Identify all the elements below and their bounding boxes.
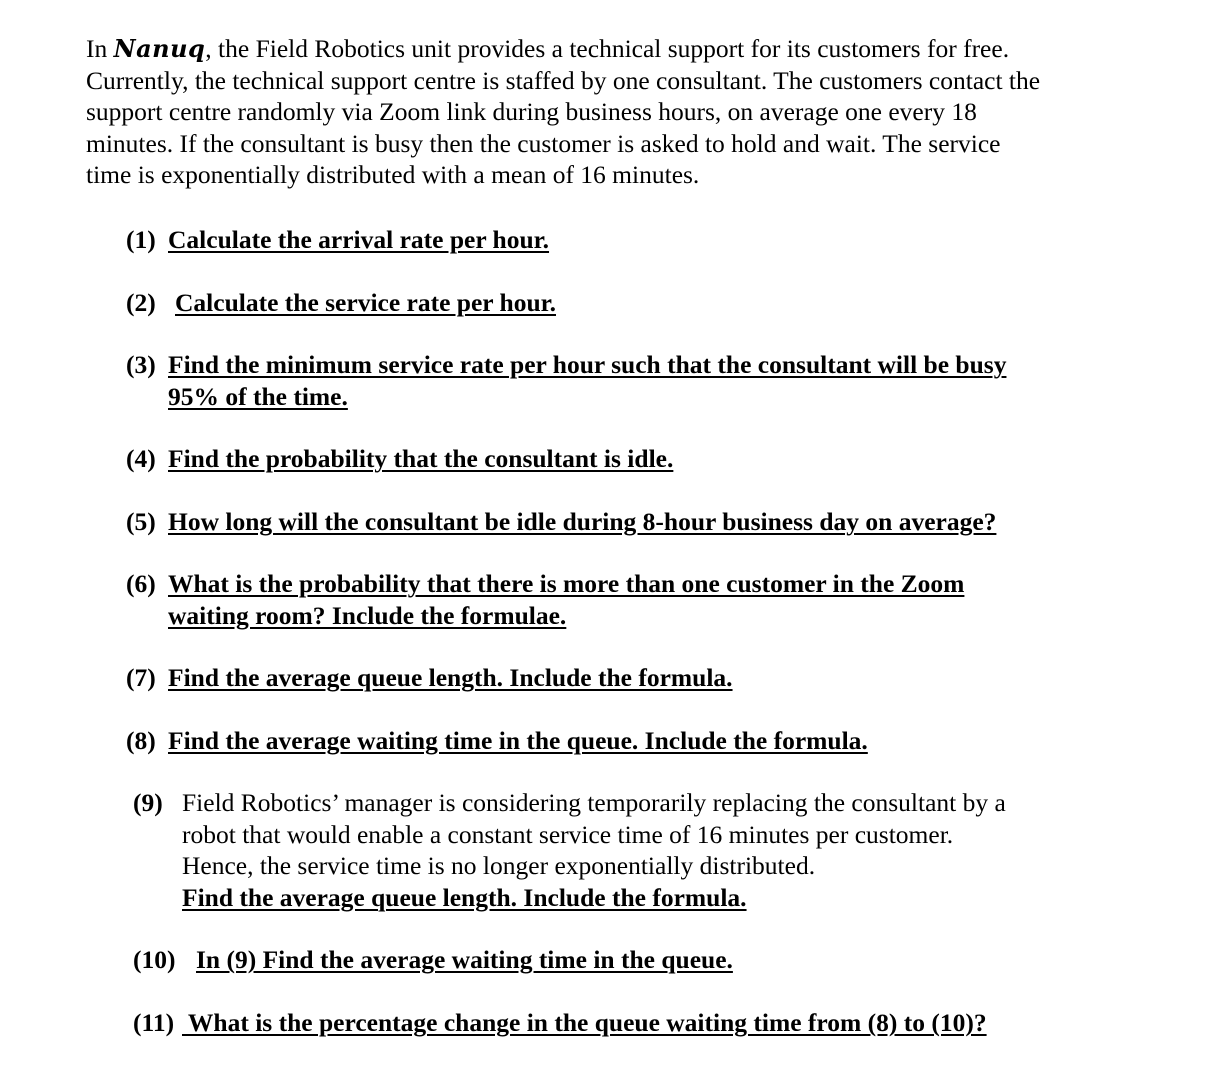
intro-line-5: time is exponentially distributed with a mean of 16 minutes. [86, 160, 700, 189]
question-number: (1) [126, 225, 156, 254]
question-number: (6) [126, 569, 156, 598]
question-text [168, 443, 673, 475]
question-number: (7) [126, 663, 156, 692]
question-text [168, 568, 964, 631]
question-line: Find the average queue length. Include the formula. [182, 882, 747, 912]
question-text [168, 662, 733, 694]
question-context-line: robot that would enable a constant service time of 16 minutes per customer. [182, 819, 954, 849]
question-line: 95% of the time. [168, 381, 348, 411]
question-number: (3) [126, 350, 156, 379]
intro-prefix: In [86, 34, 114, 63]
question-number: (8) [126, 726, 156, 755]
question-line: In (9) Find the average waiting time in the queue. [196, 945, 733, 974]
problem-intro [86, 33, 1146, 191]
question-text [168, 224, 549, 256]
question-number: (10) [133, 945, 176, 974]
question-number: (4) [126, 444, 156, 473]
question-line: Calculate the arrival rate per hour. [168, 225, 550, 254]
question-line: What is the probability that there is more than one customer in the Zoom [168, 569, 965, 598]
intro-line-3: support centre randomly via Zoom link during business hours, on average one every 18 [86, 97, 977, 126]
question-line: Find the minimum service rate per hour such that the consultant will be busy [168, 350, 1007, 379]
brand-name: Nanuq [113, 34, 206, 63]
question-line: Find the average queue length. Include the formula. [168, 663, 733, 692]
intro-line-2: Currently, the technical support centre is staffed by one consultant. The customers contact the [86, 65, 1041, 95]
question-text [168, 506, 996, 538]
question-number: (11) [133, 1008, 175, 1037]
question-context-line: Field Robotics’ manager is considering temporarily replacing the consultant by a [182, 788, 1006, 817]
intro-line-4: minutes. If the consultant is busy then the customer is asked to hold and wait. The service [86, 128, 1001, 158]
question-text [168, 725, 868, 757]
question-text [182, 787, 1006, 913]
question-line: Find the average waiting time in the queue. Include the formula. [168, 726, 868, 755]
question-text [196, 944, 733, 976]
question-text [175, 287, 556, 319]
question-line: Find the probability that the consultant is idle. [168, 444, 674, 473]
question-text [168, 349, 1006, 412]
question-number: (5) [126, 507, 156, 536]
question-text [182, 1007, 987, 1039]
intro-line-1 [86, 33, 1146, 65]
question-line: What is the percentage change in the queue waiting time from (8) to (10)? [182, 1008, 987, 1037]
question-line: Calculate the service rate per hour. [175, 288, 556, 317]
intro-line-1-rest: , the Field Robotics unit provides a technical support for its customers for free. [205, 34, 1010, 63]
question-line: How long will the consultant be idle during 8-hour business day on average? [168, 507, 997, 536]
question-line: waiting room? Include the formulae. [168, 600, 567, 630]
question-context-line: Hence, the service time is no longer exponentially distributed. [182, 851, 816, 880]
question-number: (9) [133, 788, 163, 817]
question-number: (2) [126, 288, 156, 317]
